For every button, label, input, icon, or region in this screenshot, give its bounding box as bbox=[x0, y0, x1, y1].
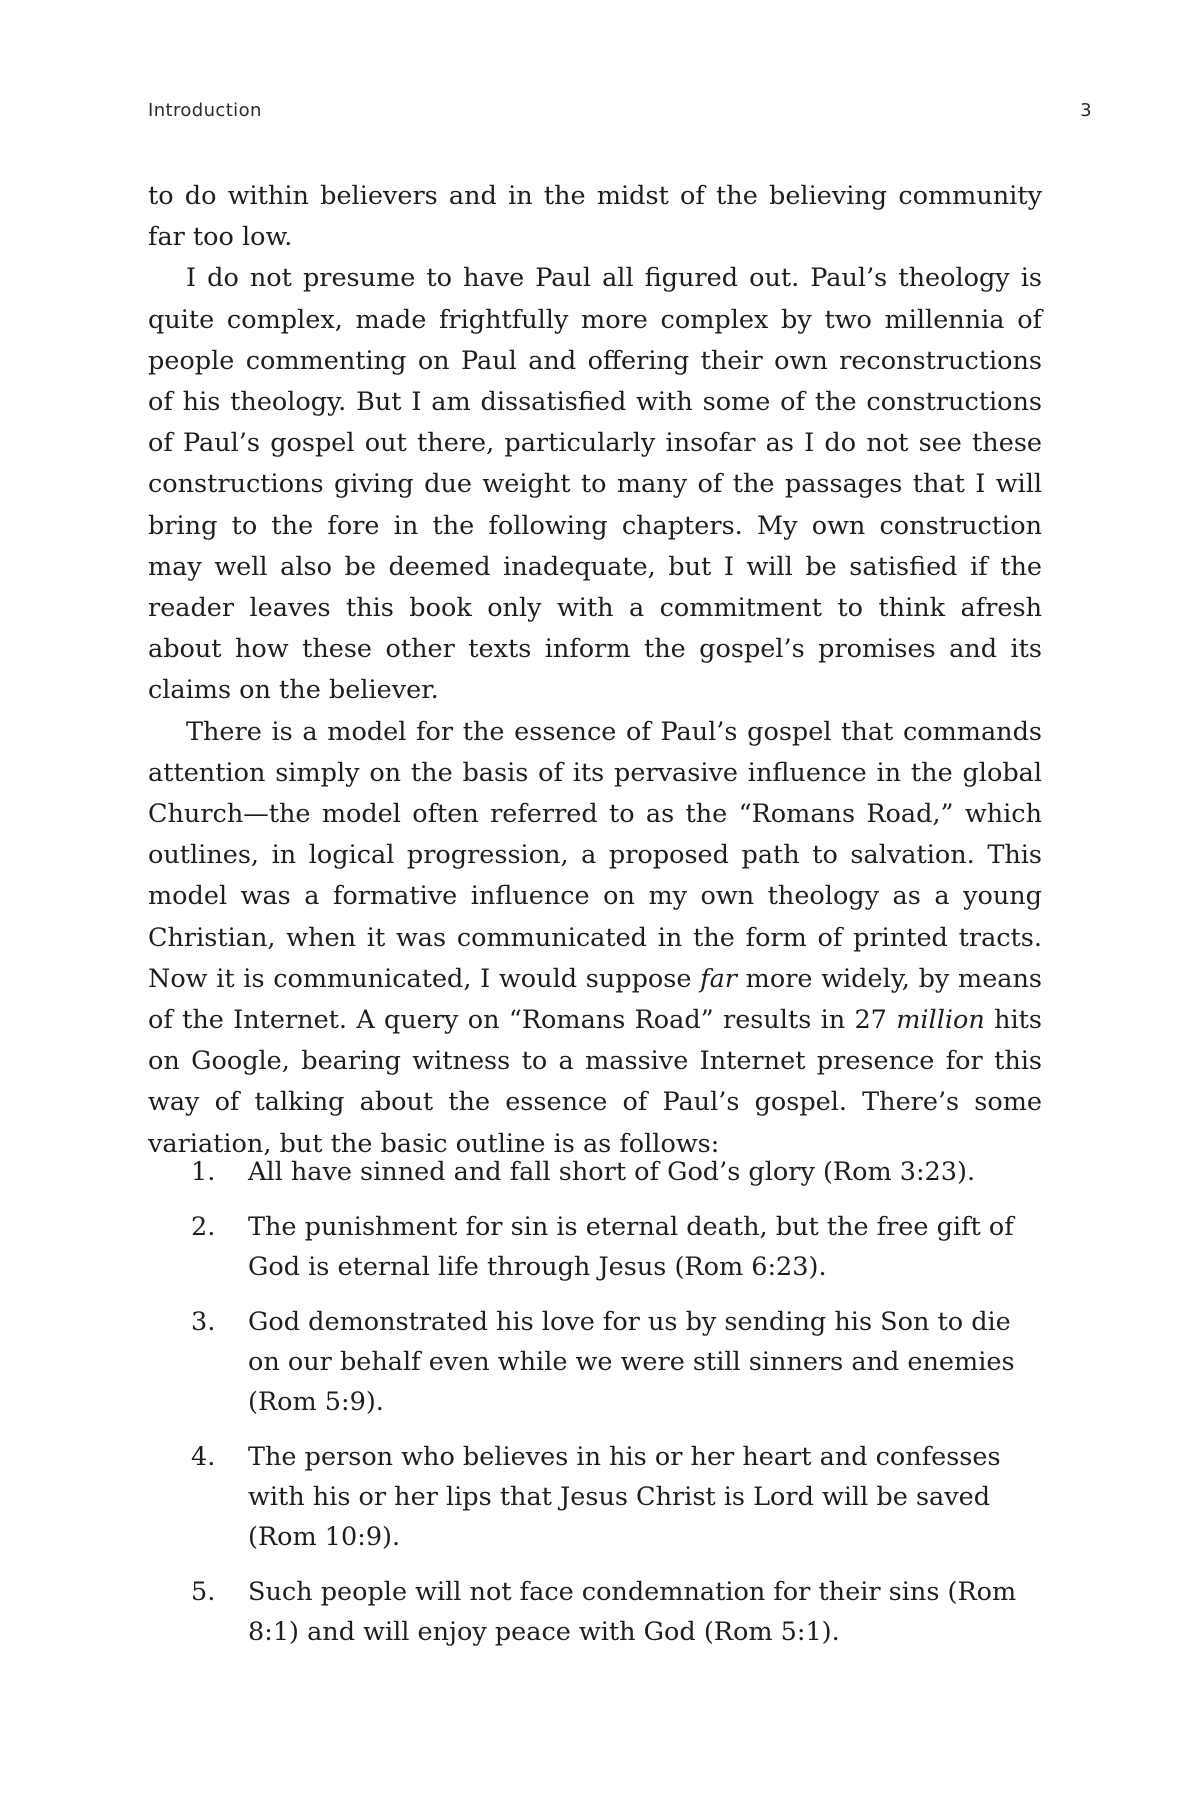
running-head bbox=[148, 100, 1092, 130]
paragraph-text: more widely, by means of the Internet. A query on “Romans Road” results in 27 bbox=[148, 963, 1042, 1036]
list-item bbox=[148, 1437, 1042, 1557]
list-item-number: 3. bbox=[191, 1307, 216, 1337]
paragraph-text: There is a model for the essence of Paul’s gospel that commands attention simply on the basis of its pervasive influence in the global Church—the model often referred to as the “Romans Road,” which outlines, in logical progression, a proposed path to salvation. This model was a formative influence on my own theology as a young Christian, when it was communicated in the form of printed tracts. Now it is communicated, I would suppose bbox=[148, 716, 1042, 994]
page-number: 3 bbox=[1080, 100, 1092, 121]
romans-road-list bbox=[148, 1152, 1042, 1667]
emphasis-text: far bbox=[700, 963, 737, 994]
list-item-text: The punishment for sin is eternal death, but the free gift of God is eternal life through Jesus (Rom 6:23). bbox=[248, 1212, 1014, 1282]
paragraph: I do not presume to have Paul all figured out. Paul’s theology is quite complex, made frightfully more complex by two millennia of people commenting on Paul and offering their own reconstructions of his theology. But I am dissatisfied with some of the constructions of Paul’s gospel out there, particularly insofar as I do not see these constructions giving due weight to many of the passages that I will bring to the fore in the following chapters. My own construction may well also be deemed inadequate, but I will be satisfied if the reader leaves this book only with a commitment to think afresh about how these other texts inform the gospel’s promises and its claims on the believer. bbox=[148, 263, 1042, 706]
list-item-number: 4. bbox=[191, 1442, 216, 1472]
list-item-text: All have sinned and fall short of God’s glory (Rom 3:23). bbox=[248, 1157, 976, 1187]
paragraph-text: hits on Google, bearing witness to a massive Internet presence for this way of talking about the essence of Paul’s gospel. There’s some variation, but the basic outline is as follows: bbox=[148, 1005, 1042, 1159]
list-item bbox=[148, 1207, 1042, 1287]
list-item-number: 5. bbox=[191, 1577, 216, 1607]
list-item-text: The person who believes in his or her heart and confesses with his or her lips that Jesus Christ is Lord will be saved (Rom 10:9). bbox=[248, 1442, 1001, 1552]
running-head-title: Introduction bbox=[148, 100, 262, 121]
emphasis-text: million bbox=[896, 1005, 985, 1036]
list-item-number: 1. bbox=[191, 1157, 216, 1187]
paragraph bbox=[148, 712, 1042, 1165]
list-item bbox=[148, 1152, 1042, 1192]
body-text bbox=[148, 176, 1042, 1165]
list-item-text: God demonstrated his love for us by sending his Son to die on our behalf even while we were still sinners and enemies (Rom 5:9). bbox=[248, 1307, 1015, 1417]
list-item bbox=[148, 1302, 1042, 1422]
list-item-text: Such people will not face condemnation for their sins (Rom 8:1) and will enjoy peace with God (Rom 5:1). bbox=[248, 1577, 1017, 1647]
list-item bbox=[148, 1572, 1042, 1652]
list-item-number: 2. bbox=[191, 1212, 216, 1242]
paragraph-continued: to do within believers and in the midst of the believing community far too low. bbox=[148, 181, 1042, 253]
